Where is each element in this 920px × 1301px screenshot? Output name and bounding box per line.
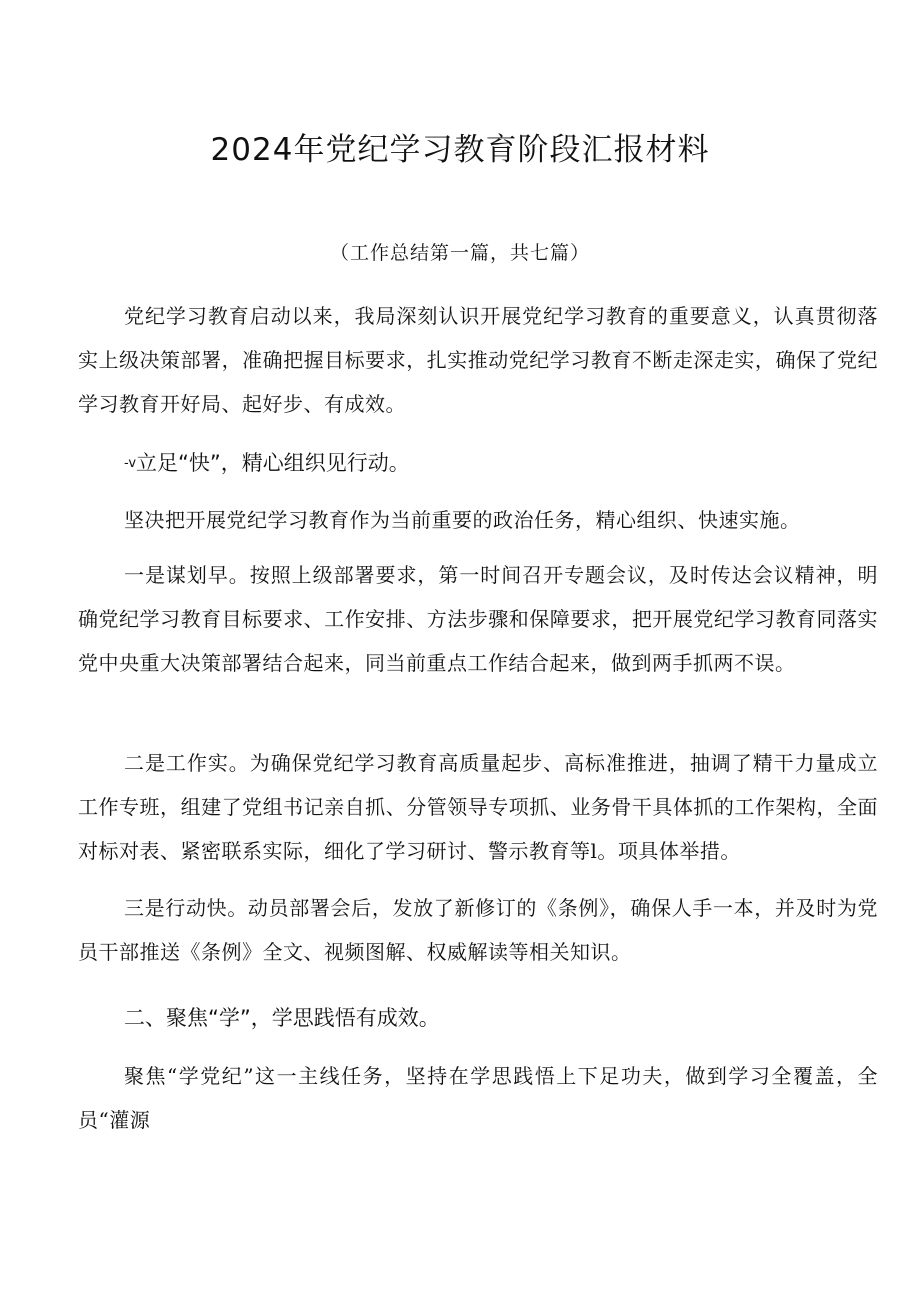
section-1-lead: 坚决把开展党纪学习教育作为当前重要的政治任务，精心组织、快速实施。 — [124, 508, 801, 532]
document-subtitle: （工作总结第一篇，共七篇） — [329, 242, 590, 264]
section-1-point-3: 三是行动快。动员部署会后，发放了新修订的《条例》，确保人手一本，并及时为党员干部推送《条例》全文、视频图解、权威解读等相关知识。 — [78, 896, 878, 964]
section-1-heading — [124, 447, 824, 480]
section-1-point-2: 二是工作实。为确保党纪学习教育高质量起步、高标准推进，抽调了精干力量成立工作专班，组建了党组书记亲自抓、分管领导专项抓、业务骨干具体抓的工作架构，全面对标对表、紧密联系实际，细化了学习研讨、警示教育等l。项具体举措。 — [78, 751, 878, 863]
section-1-heading-text: 立足“快”，精心组织见行动。 — [136, 451, 410, 475]
section-1-point-1: 一是谋划早。按照上级部署要求，第一时间召开专题会议，及时传达会议精神，明确党纪学习教育目标要求、工作安排、方法步骤和保障要求，把开展党纪学习教育同落实党中央重大决策部署结合起来，同当前重点工作结合起来，做到两手抓两不误。 — [78, 563, 878, 675]
section-1-marker: -v — [124, 456, 137, 471]
section-2-lead: 聚焦“学党纪”这一主线任务，坚持在学思践悟上下足功夫，做到学习全覆盖，全员“灌源 — [78, 1064, 878, 1132]
document-title: 2024年党纪学习教育阶段汇报材料 — [210, 132, 710, 168]
section-2-heading: 二、聚焦“学”，学思践悟有成效。 — [124, 1006, 440, 1030]
intro-paragraph: 党纪学习教育启动以来，我局深刻认识开展党纪学习教育的重要意义，认真贯彻落实上级决策部署，准确把握目标要求，扎实推动党纪学习教育不断走深走实，确保了党纪学习教育开好局、起好步、有成效。 — [78, 304, 878, 416]
